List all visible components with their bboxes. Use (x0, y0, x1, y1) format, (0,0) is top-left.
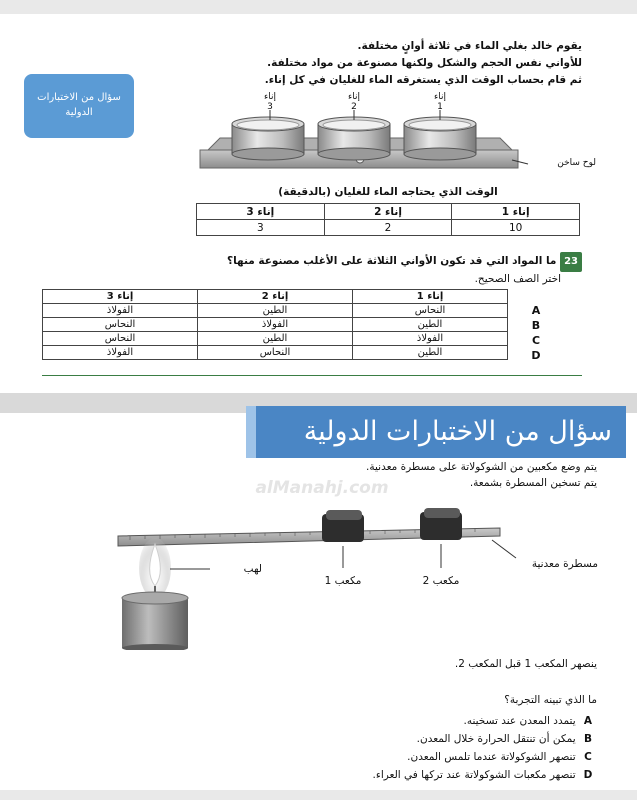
time-table (196, 203, 580, 236)
pot-label-num: 2 (351, 102, 357, 112)
ruler-pointer (492, 540, 516, 558)
answer-cell: النحاس (43, 332, 198, 346)
banner-text: سؤال من الاختبارات الدولية (303, 416, 612, 447)
answer-row-d[interactable] (43, 346, 508, 360)
intro-line: يتم تسخين المسطرة بشمعة. (469, 477, 597, 489)
option-letter: C (584, 751, 592, 763)
option-c[interactable] (177, 748, 597, 766)
chocolate-cube-2 (420, 508, 462, 540)
answer-cell: الفولاذ (43, 346, 198, 360)
ruler-diagram (0, 500, 637, 650)
pot-1-label (422, 92, 458, 112)
intro-line: يتم وضع مكعبين من الشوكولاتة على مسطرة معدنية. (366, 461, 597, 473)
international-test-banner (246, 406, 626, 458)
time-value-pot-1: 10 (452, 220, 580, 236)
answer-cell: الطين (353, 346, 508, 360)
time-header-pot-1: إناء 1 (452, 204, 580, 220)
time-table-title: الوقت الذي يحتاجه الماء للغليان (بالدقيقة) (278, 186, 498, 198)
flame-label: لهب (243, 563, 262, 575)
answer-table (42, 289, 508, 360)
answer-cell: النحاس (353, 304, 508, 318)
row-letter-c[interactable]: C (531, 334, 541, 347)
option-a[interactable] (177, 712, 597, 730)
ruler-label: مسطرة معدنية (531, 558, 598, 570)
answer-cell: النحاس (198, 346, 353, 360)
time-header-pot-2: إناء 2 (324, 204, 452, 220)
answer-header-pot-3: إناء 3 (43, 290, 198, 304)
pot-2-label (336, 92, 372, 112)
pot-label-word: إناء (434, 92, 446, 102)
hotplate-diagram (190, 92, 630, 182)
pot-label-word: إناء (264, 92, 276, 102)
pot-1 (404, 117, 476, 160)
options-list (177, 712, 597, 784)
option-letter: B (583, 733, 592, 745)
answer-header-pot-1: إناء 1 (353, 290, 508, 304)
question-number: 23 (560, 252, 582, 272)
answer-cell: الفولاذ (353, 332, 508, 346)
international-test-badge (24, 74, 134, 138)
option-d[interactable] (177, 766, 597, 784)
pot-label-word: إناء (348, 92, 360, 102)
time-table-value-row (197, 220, 580, 236)
pot-label-num: 1 (437, 102, 443, 112)
row-letter-d[interactable]: D (531, 349, 541, 362)
pot-3-label (252, 92, 288, 112)
option-text: تنصهر الشوكولاتة عندما تلمس المعدن. (407, 751, 576, 763)
answer-cell: الفولاذ (198, 318, 353, 332)
intro-line: ثم قام بحساب الوقت الذي يستغرقه الماء للغليان في كل إناء. (264, 74, 582, 86)
answer-cell: النحاس (43, 318, 198, 332)
answer-cell: الطين (353, 318, 508, 332)
time-value-pot-3: 3 (197, 220, 325, 236)
answer-cell: الطين (198, 304, 353, 318)
pot-label-num: 3 (267, 102, 273, 112)
option-text: تنصهر مكعبات الشوكولاتة عند تركها في العراء. (372, 769, 576, 781)
answer-cell: الفولاذ (43, 304, 198, 318)
row-letter-b[interactable]: B (531, 319, 541, 332)
top-strip (0, 0, 637, 14)
intro-line: يقوم خالد بغلي الماء في ثلاثة أوانٍ مختلفة. (357, 40, 582, 52)
question-2: ما الذي تبينه التجربة؟ (504, 694, 597, 706)
answer-table-header-row (43, 290, 508, 304)
intro-text-1 (162, 38, 582, 89)
watermark: alManahj.com (255, 478, 389, 498)
pot-3 (232, 117, 304, 160)
answer-row-b[interactable] (43, 318, 508, 332)
answer-cell: الطين (198, 332, 353, 346)
cube1-label: مكعب 1 (324, 575, 362, 587)
option-text: يمكن أن تنتقل الحرارة خلال المعدن. (416, 733, 576, 745)
observation: ينصهر المكعب 1 قبل المكعب 2. (454, 658, 597, 670)
bottom-strip (0, 790, 637, 800)
time-value-pot-2: 2 (324, 220, 452, 236)
candle (122, 538, 188, 650)
option-letter: D (583, 769, 593, 781)
row-letter-a[interactable]: A (531, 304, 541, 317)
time-table-header-row (197, 204, 580, 220)
intro-line: للأواني نفس الحجم والشكل ولكنها مصنوعة من مواد مختلفة. (267, 57, 582, 69)
cube2-label: مكعب 2 (422, 575, 460, 587)
hotplate-label: لوح ساخن (557, 158, 596, 168)
chocolate-cube-1 (322, 510, 364, 542)
option-letter: A (583, 715, 593, 727)
time-header-pot-3: إناء 3 (197, 204, 325, 220)
answer-row-c[interactable] (43, 332, 508, 346)
option-text: يتمدد المعدن عند تسخينه. (463, 715, 576, 727)
answer-header-pot-2: إناء 2 (198, 290, 353, 304)
question-23 (62, 252, 582, 272)
question-text: ما المواد التي قد تكون الأواني الثلاثة على الأغلب مصنوعة منها؟ (226, 255, 557, 267)
badge-text: سؤال من الاختبارات الدولية (37, 92, 121, 118)
answer-row-a[interactable] (43, 304, 508, 318)
question-instruction: اختر الصف الصحيح. (474, 273, 561, 285)
pot-2 (318, 117, 390, 160)
section-rule (42, 375, 582, 376)
option-b[interactable] (177, 730, 597, 748)
answer-letters (526, 304, 546, 364)
